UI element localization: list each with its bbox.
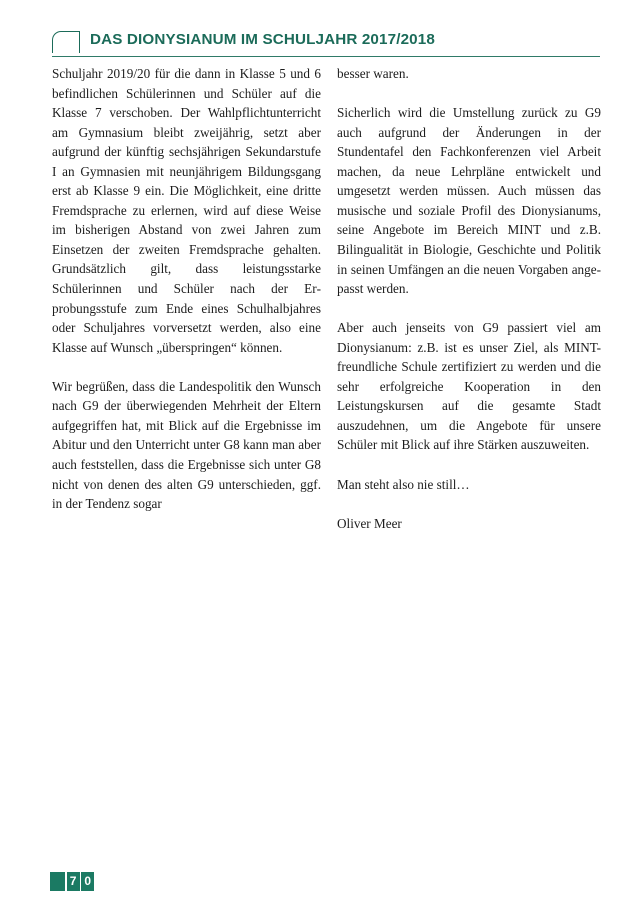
header-divider xyxy=(52,56,600,57)
page-header xyxy=(52,28,600,58)
paragraph: Aber auch jenseits von G9 passiert viel am Dionysianum: z.B. ist es unser Ziel, als MINT-freundliche Schule zertifiziert zu werden und die sehr erfolgreiche Kooperation in den Leistungskursen auf die gesamte Stadt auszudehnen, um die Angebote für unsere Schüler mit Blick auf ihre Stärken auszuweiten. xyxy=(337,320,601,453)
page-number-digit: 7 xyxy=(67,872,80,891)
open-rectangle-bracket-icon xyxy=(52,31,80,53)
text-column-right xyxy=(337,64,601,533)
page-title: DAS DIONYSIANUM IM SCHULJAHR 2017/2018 xyxy=(90,31,435,48)
page-number-footer xyxy=(50,872,94,891)
paragraph: Sicherlich wird die Umstellung zurück zu G9 auch aufgrund der Änderungen in der Stundentafel den Fachkonferenzen viel Arbeit machen, da neue Lehrpläne entwickelt und umgesetzt werden müssen. Auch müssen das musische und soziale Profil des Dionysianums, seine Angebote im Bereich MINT und z.B. Bilingualität in Biologie, Geschichte und Politik in seinen Umfängen an die neuen Vorgaben angepasst werden. xyxy=(337,105,601,297)
paragraph: besser waren. xyxy=(337,66,409,81)
paragraph: Schuljahr 2019/20 für die dann in Klasse 5 und 6 befindlichen Schülerinnen und Schüler auf die Klasse 7 verschoben. Der Wahlpflichtunterricht am Gymnasium bleibt zweijährig, setzt aber aufgrund der künftig sechsjährigen Sekundarstufe I an Gymnasien mit neunjährigem Bildungsgang erst ab Klasse 9 ein. Die Möglichkeit, eine dritte Fremdsprache zu erlernen, wird auf diese Weise im bisherigen Abstand von zwei Jahren zum Einsetzen der zweiten Fremdsprache gehalten. Grundsätzlich gilt, dass leistungsstarke Schülerinnen und Schüler nach der Erprobungsstufe zum Ende eines Schulhalbjahres oder Schuljahres vorversetzt werden, also eine Klasse auf Wunsch „überspringen“ können. xyxy=(52,66,321,355)
paragraph: Man steht also nie still… xyxy=(337,476,470,492)
author-signature: Oliver Meer xyxy=(337,515,402,531)
paragraph: Wir begrüßen, dass die Landespolitik den Wunsch nach G9 der überwiegenden Mehrheit der Eltern aufgegriffen hat, mit Blick auf die Ergebnisse im Abitur und den Unterricht unter G8 kann man aber auch feststellen, dass die Ergebnisse sich unter G8 nicht von denen des alten G9 unterschieden, ggf. in der Tendenz sogar xyxy=(52,378,321,512)
page-number-swatch xyxy=(50,872,65,891)
text-column-left xyxy=(52,64,321,514)
page-number-digit: 0 xyxy=(81,872,94,891)
